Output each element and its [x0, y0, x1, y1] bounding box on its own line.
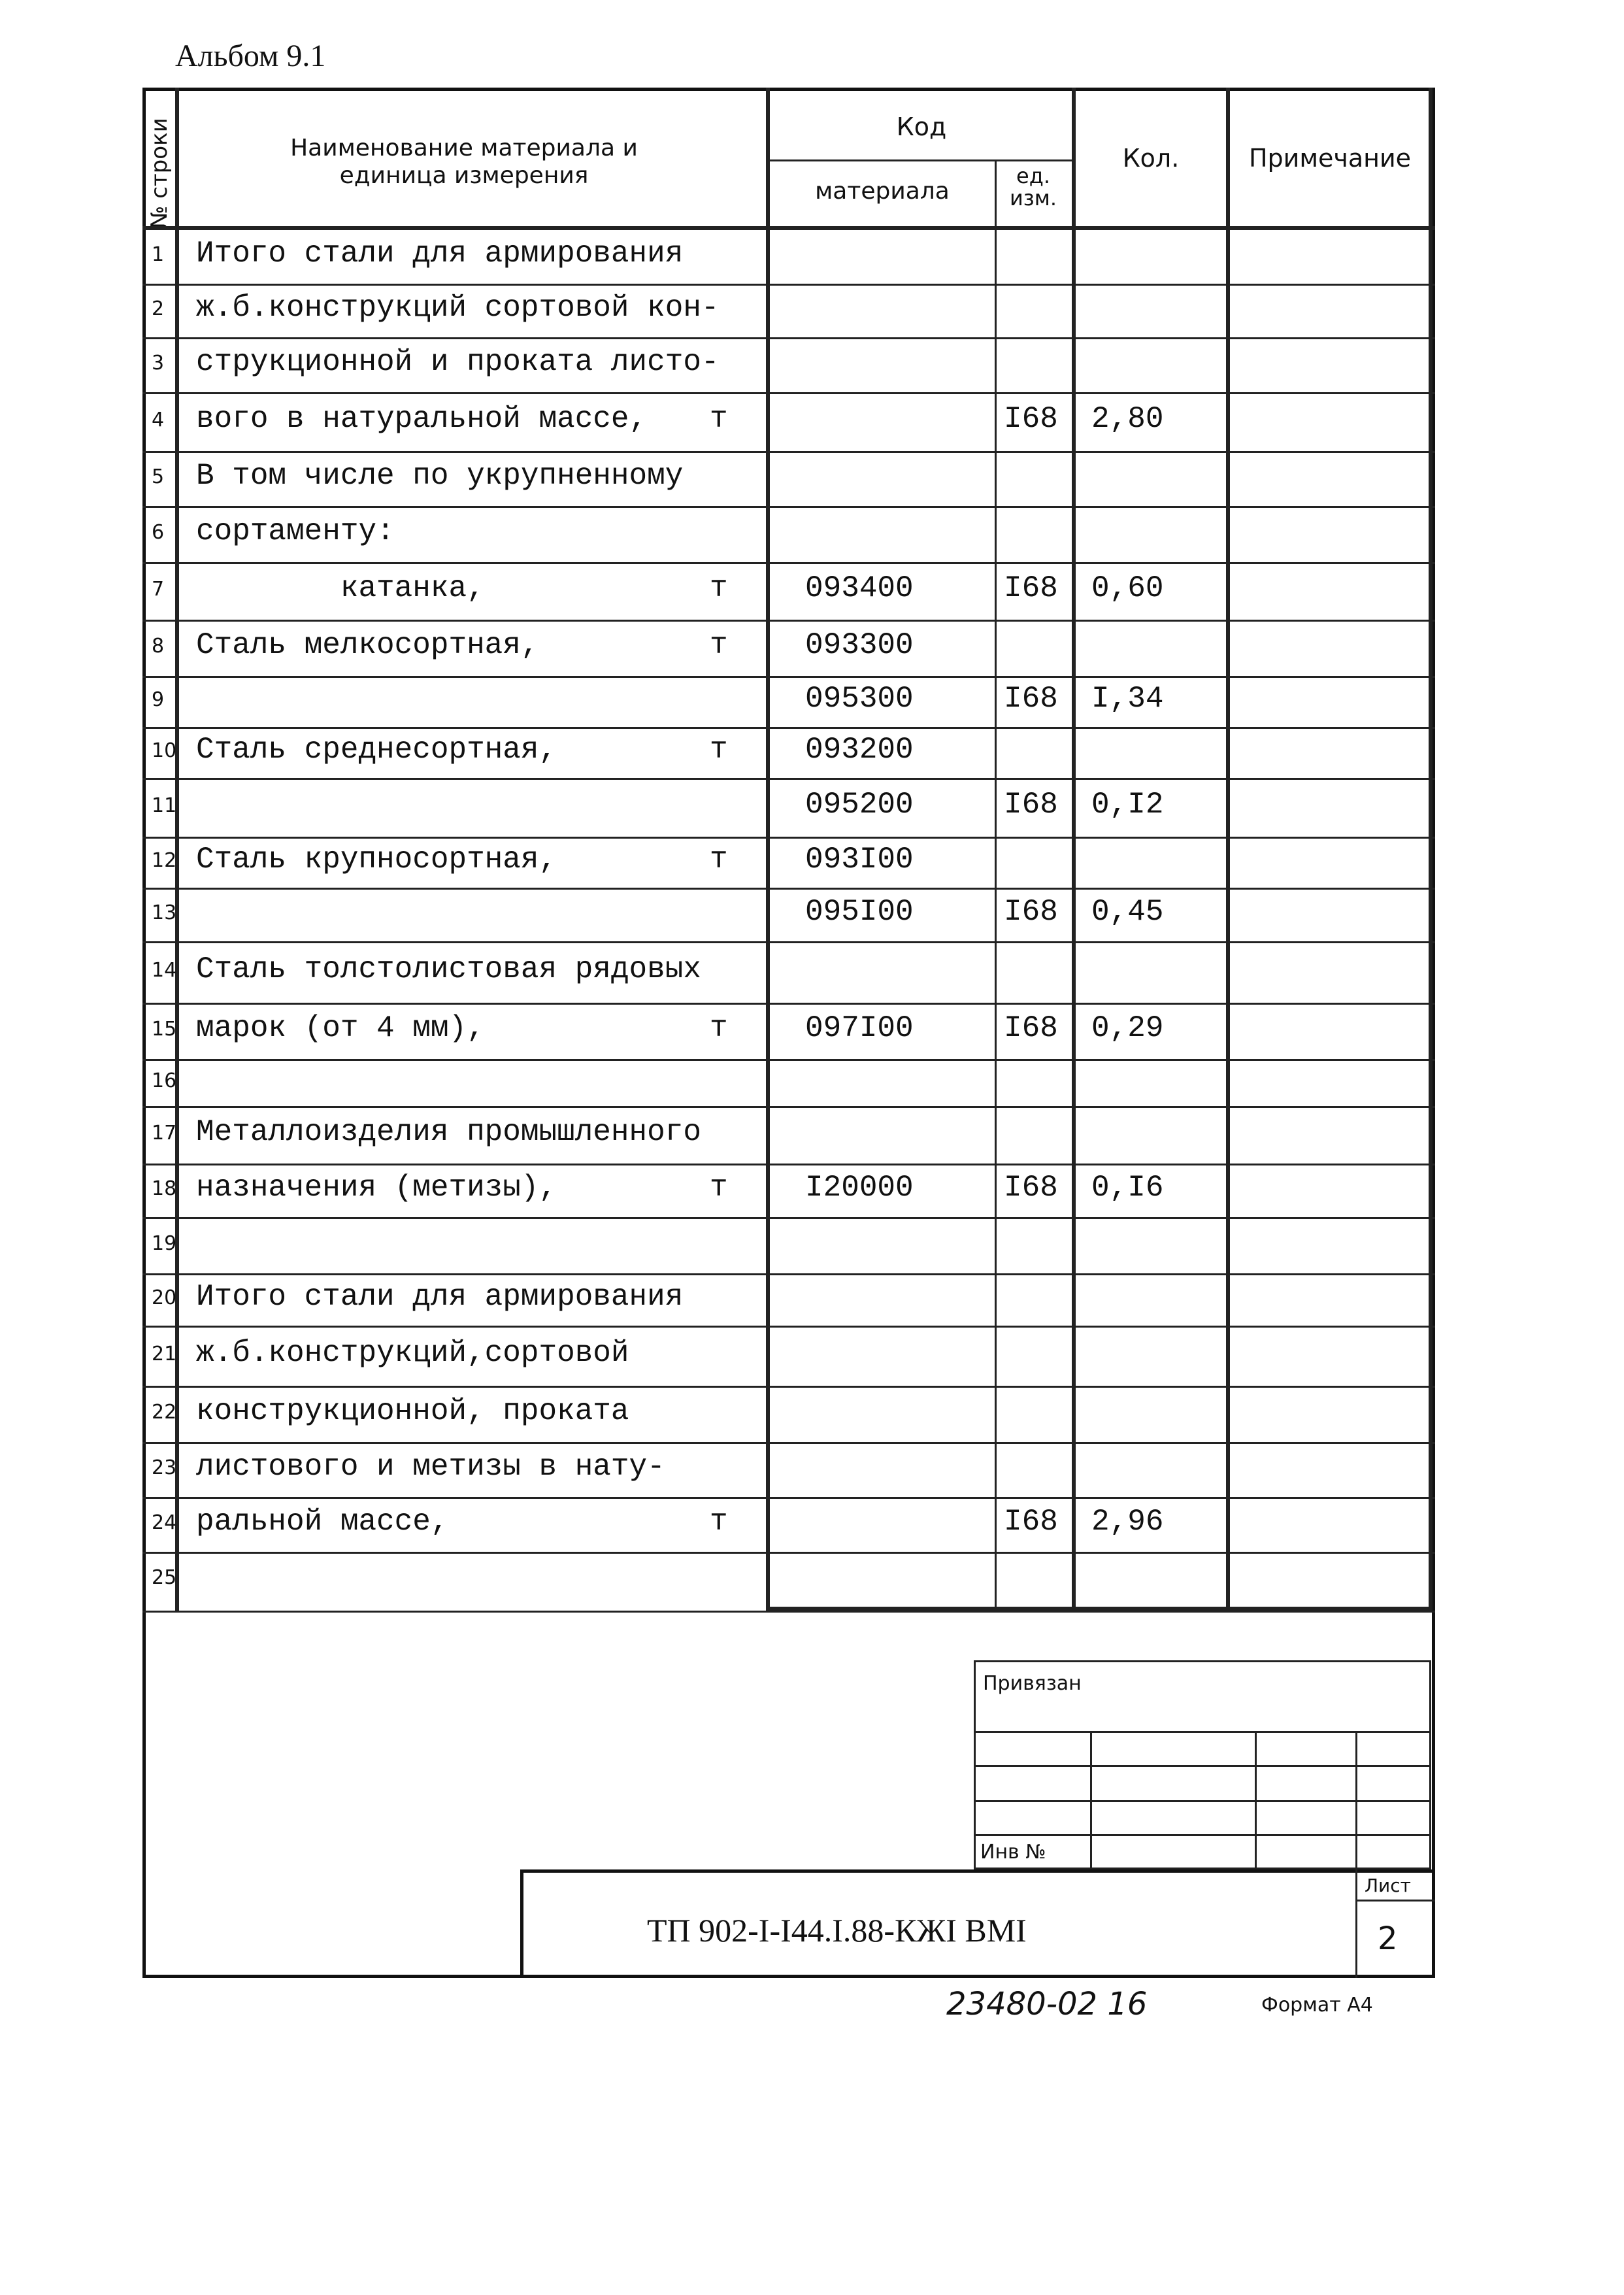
row-material-name: Металлоизделия промышленного [196, 1115, 701, 1149]
stamp-sheet-line [1355, 1900, 1435, 1901]
sheet-label: Лист [1365, 1875, 1411, 1896]
row-separator [142, 562, 1435, 564]
row-material-code: 097I00 [805, 1011, 914, 1045]
row-unit: т [710, 733, 728, 767]
row-material-code: 093200 [805, 733, 914, 767]
document-number: ТП 902-I-I44.I.88-КЖI ВМI [647, 1912, 1027, 1949]
stamp-line-1 [974, 1731, 1431, 1733]
row-number: 20 [152, 1286, 177, 1309]
row-unit: т [710, 1011, 728, 1045]
row-unit: т [710, 402, 728, 436]
row-quantity: 0,I2 [1091, 788, 1164, 822]
row-material-name: В том числе по укрупненному [196, 459, 684, 493]
row-number: 19 [152, 1232, 177, 1255]
row-number: 21 [152, 1343, 177, 1365]
stamp-line-4 [974, 1834, 1431, 1836]
code-material-header: материала [815, 178, 950, 205]
row-number: 17 [152, 1122, 177, 1145]
row-unit-code: I68 [1004, 788, 1058, 822]
row-separator [142, 1273, 1435, 1275]
row-quantity: 2,96 [1091, 1505, 1164, 1539]
row-number-header: № строки [146, 118, 173, 229]
row-number: 14 [152, 959, 177, 982]
row-number: 12 [152, 849, 177, 872]
col-line-name [766, 88, 770, 1611]
row-material-code: 095300 [805, 682, 914, 716]
row-number: 5 [152, 465, 165, 488]
row-separator [142, 941, 1435, 943]
row-number: 25 [152, 1566, 177, 1589]
row-material-name: ральной массе, [196, 1505, 449, 1539]
row-unit-code: I68 [1004, 571, 1058, 605]
table-end-line [142, 1611, 1435, 1613]
row-quantity: 0,60 [1091, 571, 1164, 605]
row-material-name: катанка, [196, 571, 485, 605]
stamp-sheet-divider [1355, 1869, 1357, 1978]
row-quantity: 2,80 [1091, 402, 1164, 436]
row-number: 6 [152, 521, 165, 544]
row-unit-code: I68 [1004, 682, 1058, 716]
row-material-name: струкционной и проката листо- [196, 345, 720, 379]
row-material-name: Сталь мелкосортная, [196, 628, 539, 662]
row-quantity: 0,I6 [1091, 1171, 1164, 1205]
row-quantity: I,34 [1091, 682, 1164, 716]
col-line-code [995, 161, 997, 1611]
row-separator [142, 727, 1435, 729]
row-quantity: 0,45 [1091, 895, 1164, 929]
row-unit-code: I68 [1004, 895, 1058, 929]
row-number: 3 [152, 352, 165, 375]
row-separator [142, 1326, 1435, 1328]
row-number: 24 [152, 1511, 177, 1534]
row-separator [142, 1003, 1435, 1005]
row-material-name: Итого стали для армирования [196, 1280, 684, 1314]
row-material-name: Сталь крупносортная, [196, 843, 557, 877]
row-material-name: ж.б.конструкций сортовой кон- [196, 291, 720, 325]
code-subheader-line [766, 159, 1072, 161]
sheet-number: 2 [1378, 1920, 1398, 1957]
row-separator [142, 392, 1435, 394]
row-number: 16 [152, 1069, 177, 1092]
row-material-name: Итого стали для армирования [196, 237, 684, 271]
row-material-name: конструкционной, проката [196, 1394, 629, 1428]
row-unit: т [710, 1505, 728, 1539]
format-label: Формат А4 [1261, 1994, 1373, 2017]
row-unit-code: I68 [1004, 1011, 1058, 1045]
row-unit: т [710, 843, 728, 877]
row-material-code: 093I00 [805, 843, 914, 877]
row-separator [142, 284, 1435, 286]
row-number: 23 [152, 1456, 177, 1479]
row-separator [142, 451, 1435, 453]
row-separator [142, 1059, 1435, 1061]
col-line-note [1429, 88, 1433, 1611]
row-material-code: I20000 [805, 1171, 914, 1205]
col-line-unit [1072, 88, 1076, 1611]
row-number: 4 [152, 409, 165, 431]
stamp-col-3 [1355, 1731, 1357, 1869]
row-material-name: Сталь толстолистовая рядовых [196, 952, 701, 986]
stamp-privyazan: Привязан [983, 1672, 1082, 1695]
row-number: 22 [152, 1401, 177, 1424]
row-separator [142, 1106, 1435, 1108]
header-bottom-line [142, 226, 1435, 230]
row-separator [142, 620, 1435, 622]
row-separator [142, 837, 1435, 839]
row-number: 1 [152, 243, 165, 266]
row-separator [142, 676, 1435, 678]
name-header: Наименование материала и единица измерения [290, 135, 638, 189]
row-unit-code: I68 [1004, 402, 1058, 436]
stamp-col-2 [1255, 1731, 1257, 1869]
row-number: 7 [152, 578, 165, 601]
row-separator [142, 1386, 1435, 1388]
row-material-name: Сталь среднесортная, [196, 733, 557, 767]
stamp-line-3 [974, 1800, 1431, 1802]
code-unit-header: ед. изм. [1009, 163, 1057, 210]
row-number: 11 [152, 794, 177, 817]
row-number: 8 [152, 635, 165, 658]
stamp-line-2 [974, 1765, 1431, 1767]
row-material-name: ж.б.конструкций,сортовой [196, 1336, 629, 1370]
row-number: 2 [152, 297, 165, 320]
stamp-inv: Инв № [980, 1841, 1046, 1864]
row-separator [142, 1442, 1435, 1444]
row-number: 15 [152, 1018, 177, 1041]
stamp-col-1 [1090, 1731, 1092, 1869]
album-label: Альбом 9.1 [175, 39, 326, 73]
col-line-qty [1226, 88, 1230, 1611]
row-material-name: вого в натуральной массе, [196, 402, 648, 436]
row-material-code: 095200 [805, 788, 914, 822]
row-separator [142, 1497, 1435, 1499]
row-separator [142, 1217, 1435, 1219]
qty-header: Кол. [1122, 144, 1180, 173]
row-number: 13 [152, 901, 177, 924]
row-separator [142, 506, 1435, 508]
row-unit: т [710, 628, 728, 662]
row-number: 9 [152, 688, 165, 711]
handwritten-number: 23480-02 16 [946, 1986, 1148, 2022]
code-group-header: Код [896, 112, 947, 141]
row-unit: т [710, 571, 728, 605]
row-unit-code: I68 [1004, 1171, 1058, 1205]
row-material-name: марок (от 4 мм), [196, 1011, 485, 1045]
row-separator [142, 1164, 1435, 1165]
row-material-code: 095I00 [805, 895, 914, 929]
row-separator [142, 778, 1435, 780]
row-number: 10 [152, 739, 177, 762]
row-separator [142, 1552, 1435, 1554]
row-material-name: назначения (метизы), [196, 1171, 557, 1205]
row-number: 18 [152, 1177, 177, 1200]
row-separator [142, 888, 1435, 890]
note-header: Примечание [1248, 144, 1412, 173]
row-separator [142, 337, 1435, 339]
row-quantity: 0,29 [1091, 1011, 1164, 1045]
row-unit-code: I68 [1004, 1505, 1058, 1539]
row-material-name: сортаменту: [196, 514, 395, 548]
row-material-code: 093400 [805, 571, 914, 605]
row-unit: т [710, 1171, 728, 1205]
row-material-name: листового и метизы в нату- [196, 1450, 665, 1484]
row-material-code: 093300 [805, 628, 914, 662]
